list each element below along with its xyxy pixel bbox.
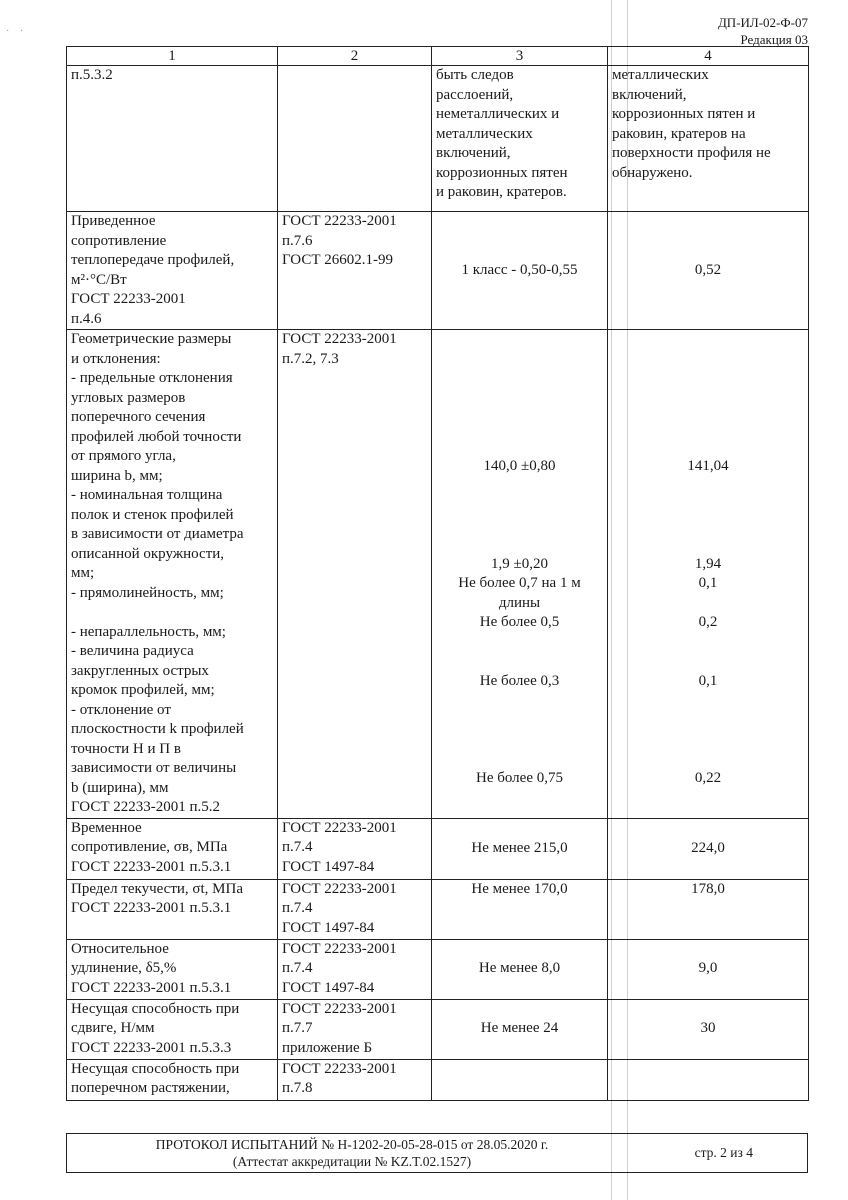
result-value: 224,0 xyxy=(691,839,725,856)
requirement-value: Не менее 215,0 xyxy=(471,839,568,856)
result-value: 178,0 xyxy=(691,880,725,897)
requirement-cell xyxy=(432,818,608,879)
spacer xyxy=(612,330,804,457)
result-value: 30 xyxy=(700,1020,716,1037)
table-row xyxy=(67,212,809,330)
requirement-value: 1,9 ±0,20 xyxy=(491,555,548,572)
spacer xyxy=(436,691,603,769)
table-row xyxy=(67,66,809,212)
method-cell: ГОСТ 22233-2001 п.7.4 ГОСТ 1497-84 xyxy=(278,939,432,999)
accreditation-note: (Аттестат аккредитации № KZ.T.02.1527) xyxy=(232,1154,472,1169)
method-cell: ГОСТ 22233-2001 п.7.8 xyxy=(278,1059,432,1100)
indicator-cell: Приведенное сопротивление теплопередаче профилей, м²·°С/Вт ГОСТ 22233-2001 п.4.6 xyxy=(67,212,278,330)
protocol-footer xyxy=(66,1133,808,1173)
spacer xyxy=(612,691,804,769)
table-row xyxy=(67,818,809,879)
result-value: 0,2 xyxy=(698,614,718,630)
method-cell: ГОСТ 22233-2001 п.7.2, 7.3 xyxy=(278,330,432,819)
result-value: 141,04 xyxy=(687,458,729,474)
revision-label: Редакция 03 xyxy=(740,32,808,47)
result-cell: металлических включений, коррозионных пятен и раковин, кратеров на поверхности профиля не обнаружено. xyxy=(608,66,809,212)
result-value: 1,94 xyxy=(694,555,722,572)
table-row xyxy=(67,939,809,999)
result-value: 0,52 xyxy=(694,261,722,278)
requirement-cell xyxy=(432,330,608,819)
result-cell xyxy=(608,999,809,1059)
requirement-cell xyxy=(432,939,608,999)
indicator-cell: п.5.3.2 xyxy=(67,66,278,212)
document-code: ДП-ИЛ-02-Ф-07 xyxy=(717,15,808,30)
spacer xyxy=(612,477,804,555)
document-code-block xyxy=(718,14,808,48)
requirement-value: Не менее 24 xyxy=(480,1020,559,1037)
result-value: 9,0 xyxy=(698,960,718,977)
method-cell: ГОСТ 22233-2001 п.7.4 ГОСТ 1497-84 xyxy=(278,879,432,939)
result-cell xyxy=(608,818,809,879)
requirement-value: 1 класс - 0,50-0,55 xyxy=(461,261,578,278)
spacer xyxy=(612,633,804,672)
requirement-cell xyxy=(432,879,608,939)
requirement-value: Не менее 8,0 xyxy=(478,960,561,977)
spacer xyxy=(436,330,603,457)
result-cell xyxy=(608,1059,809,1100)
requirement-cell xyxy=(432,999,608,1059)
requirement-value: Не более 0,75 xyxy=(476,770,563,786)
requirement-cell: быть следов расслоений, неметаллических и металлических включений, коррозионных пятен и раковин, кратеров. xyxy=(432,66,608,212)
indicator-cell: Относительное удлинение, δ5,% ГОСТ 22233-2001 п.5.3.1 xyxy=(67,939,278,999)
footer-protocol-block xyxy=(67,1136,637,1170)
column-number-row xyxy=(67,47,809,66)
table-row xyxy=(67,999,809,1059)
scan-edge-marks: · · xyxy=(6,26,28,37)
indicator-cell: Геометрические размеры и отклонения: - предельные отклонения угловых размеров поперечного сечения профилей любой точности от прямого угла, ширина b, мм; - номинальная толщина полок и стенок профилей в зависимости от диаметра описанной окружности, мм; - прямолинейность, мм; - непараллельность, мм; - величина радиуса закругленных острых кромок профилей, мм; - отклонение от плоскостности k профилей точности Н и П в зависимости от величины b (ширина), мм ГОСТ 22233-2001 п.5.2 xyxy=(67,330,278,819)
column-number: 1 xyxy=(67,47,278,66)
result-value: 0,22 xyxy=(694,770,722,786)
results-table xyxy=(66,46,809,1101)
page-number: стр. 2 из 4 xyxy=(694,1145,753,1160)
protocol-title: ПРОТОКОЛ ИСПЫТАНИЙ № Н-1202-20-05-28-015 от 28.05.2020 г. xyxy=(155,1137,549,1152)
method-cell xyxy=(278,66,432,212)
column-number: 4 xyxy=(608,47,809,66)
column-number: 3 xyxy=(432,47,608,66)
indicator-cell: Несущая способность при сдвиге, Н/мм ГОСТ 22233-2001 п.5.3.3 xyxy=(67,999,278,1059)
indicator-cell: Временное сопротивление, σв, МПа ГОСТ 22233-2001 п.5.3.1 xyxy=(67,818,278,879)
table-row xyxy=(67,1059,809,1100)
requirement-value: Не более 0,5 xyxy=(479,614,560,630)
requirement-value: Не менее 170,0 xyxy=(471,880,568,897)
result-cell xyxy=(608,939,809,999)
result-cell xyxy=(608,330,809,819)
result-cell xyxy=(608,212,809,330)
spacer xyxy=(436,633,603,672)
requirement-value: Не более 0,3 xyxy=(479,672,560,689)
method-cell: ГОСТ 22233-2001 п.7.6 ГОСТ 26602.1-99 xyxy=(278,212,432,330)
result-value: 0,1 xyxy=(698,672,718,689)
column-number: 2 xyxy=(278,47,432,66)
table-row xyxy=(67,330,809,819)
spacer xyxy=(436,477,603,555)
requirement-value: 140,0 ±0,80 xyxy=(483,458,556,474)
method-cell: ГОСТ 22233-2001 п.7.7 приложение Б xyxy=(278,999,432,1059)
method-cell: ГОСТ 22233-2001 п.7.4 ГОСТ 1497-84 xyxy=(278,818,432,879)
table-row xyxy=(67,879,809,939)
requirement-value: Не более 0,7 на 1 м длины xyxy=(458,575,581,611)
indicator-cell: Предел текучести, σt, МПа ГОСТ 22233-2001 п.5.3.1 xyxy=(67,879,278,939)
spacer xyxy=(612,594,804,614)
requirement-cell xyxy=(432,212,608,330)
result-cell xyxy=(608,879,809,939)
indicator-cell: Несущая способность при поперечном растяжении, xyxy=(67,1059,278,1100)
requirement-cell xyxy=(432,1059,608,1100)
result-value: 0,1 xyxy=(698,575,718,591)
